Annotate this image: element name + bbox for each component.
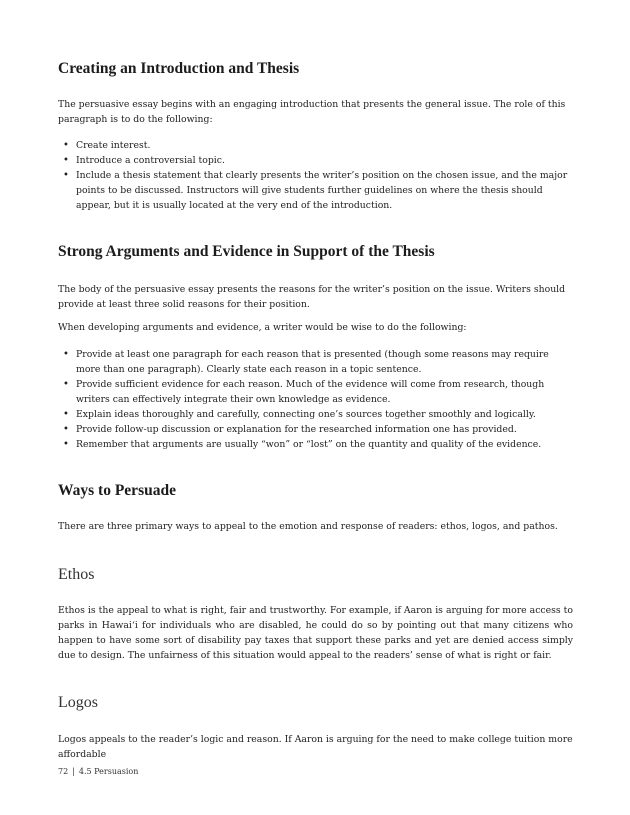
heading-ways-to-persuade: Ways to Persuade bbox=[58, 482, 176, 499]
ethos-paragraph: Ethos is the appeal to what is right, fair and trustworthy. For example, if Aaron is arguing for more access to parks in Hawaiʻi for individuals who are disabled, he could do so by pointing out that many citizens who happen to have some sort of disability pay taxes that support these parks and yet are denied access simply due to design. The unfairness of this situation would appeal to the readers’ sense of what is right or fair. bbox=[58, 605, 573, 661]
arguments-bullet-list bbox=[58, 347, 573, 452]
list-item: • Create interest. bbox=[76, 138, 573, 153]
heading-logos: Logos bbox=[58, 694, 98, 711]
intro-bullet-list bbox=[58, 138, 573, 213]
footer-separator: | bbox=[72, 767, 75, 776]
ways-paragraph: There are three primary ways to appeal to the emotion and response of readers: ethos, logos, and pathos. bbox=[58, 521, 558, 532]
heading-arguments-evidence: Strong Arguments and Evidence in Support of the Thesis bbox=[58, 243, 435, 260]
list-item: • Provide follow-up discussion or explanation for the researched information one has provided. bbox=[76, 422, 573, 437]
heading-introduction-thesis: Creating an Introduction and Thesis bbox=[58, 60, 300, 77]
arguments-paragraph-2: When developing arguments and evidence, a writer would be wise to do the following: bbox=[58, 322, 467, 333]
list-item: • Include a thesis statement that clearly presents the writer’s position on the chosen issue, and the major points to be discussed. Instructors will give students further guidelines on where the thesis should appear, but it is usually located at the very end of the introduction. bbox=[76, 168, 573, 213]
footer-section-label: 4.5 Persuasion bbox=[78, 767, 139, 776]
list-item: • Introduce a controversial topic. bbox=[76, 153, 573, 168]
logos-paragraph: Logos appeals to the reader’s logic and reason. If Aaron is arguing for the need to make college tuition more affordable bbox=[58, 734, 573, 760]
arguments-paragraph-1: The body of the persuasive essay presents the reasons for the writer’s position on the issue. Writers should provide at least three solid reasons for their position. bbox=[58, 284, 566, 310]
page-footer bbox=[58, 767, 138, 776]
intro-paragraph: The persuasive essay begins with an engaging introduction that presents the general issue. The role of this paragraph is to do the following: bbox=[58, 99, 566, 125]
list-item: • Provide at least one paragraph for each reason that is presented (though some reasons may require more than one paragraph). Clearly state each reason in a topic sentence. bbox=[76, 347, 573, 377]
list-item: • Remember that arguments are usually “won” or “lost” on the quantity and quality of the evidence. bbox=[76, 437, 573, 452]
list-item: • Explain ideas thoroughly and carefully, connecting one’s sources together smoothly and logically. bbox=[76, 407, 573, 422]
page-number: 72 bbox=[58, 767, 69, 776]
list-item: • Provide sufficient evidence for each reason. Much of the evidence will come from research, though writers can effectively integrate their own knowledge as evidence. bbox=[76, 377, 573, 407]
heading-ethos: Ethos bbox=[58, 566, 95, 583]
